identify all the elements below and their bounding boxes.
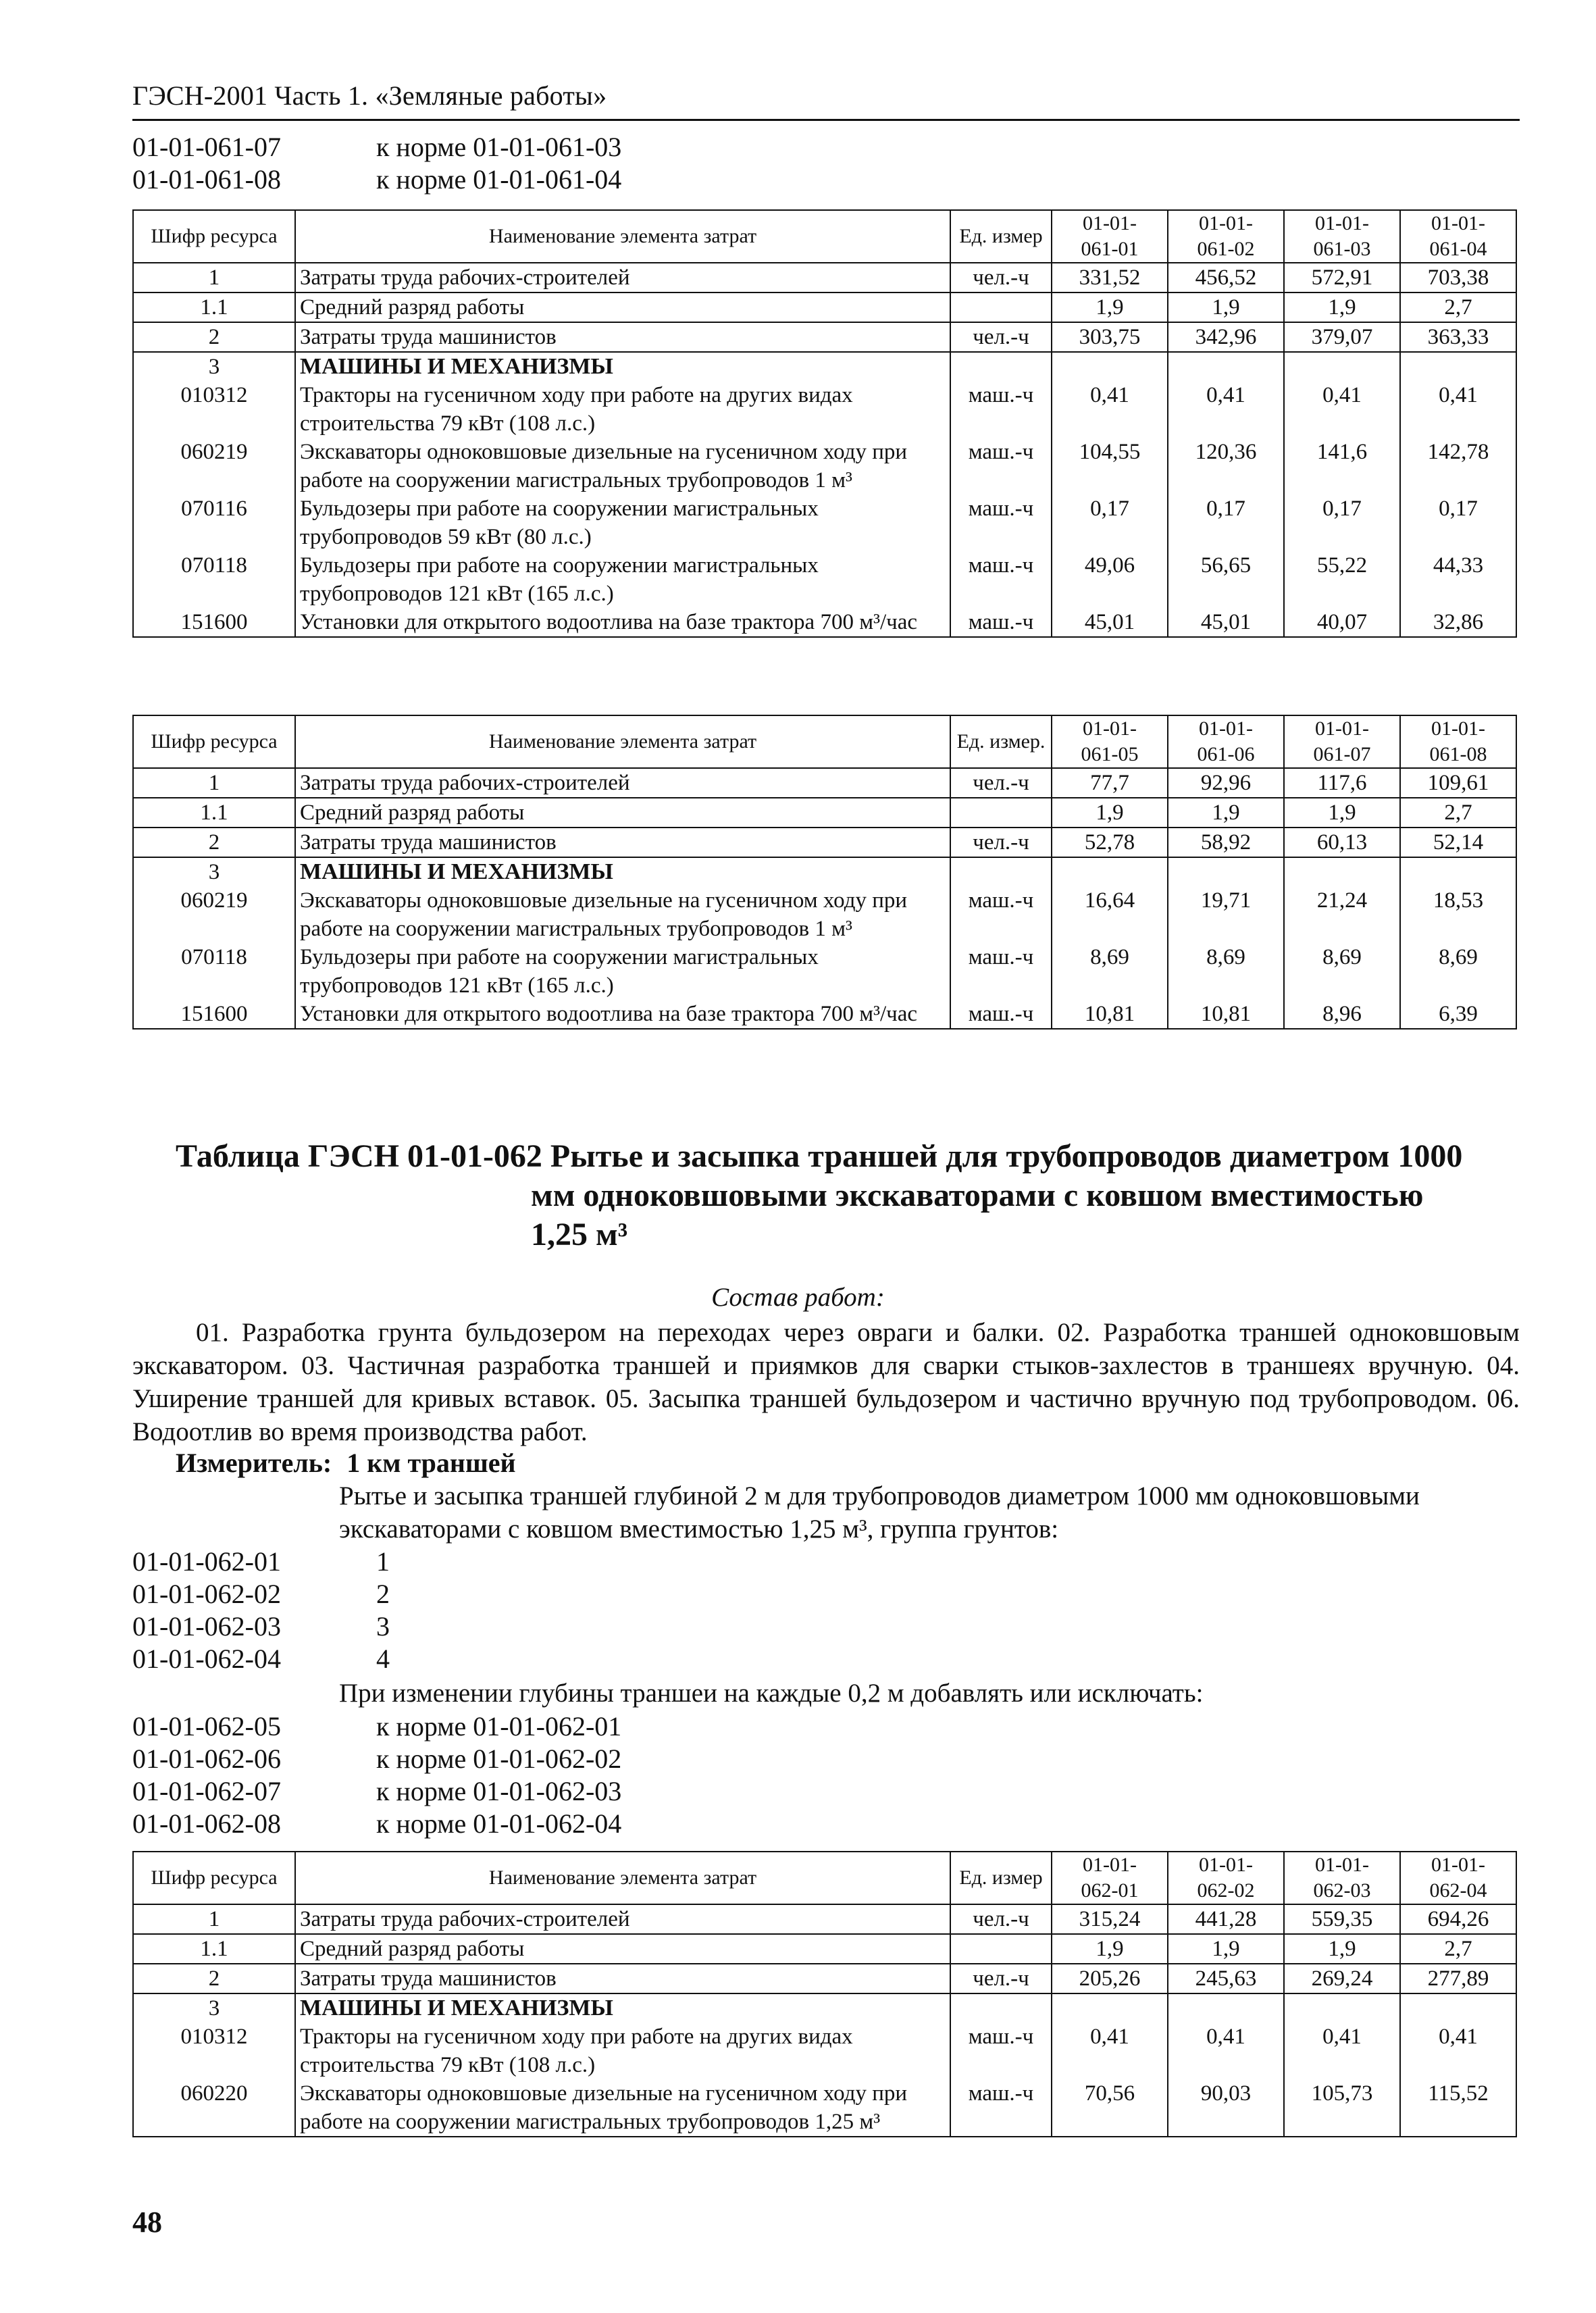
resource-value: 456,52 [1168,263,1284,293]
resource-name: Экскаваторы одноковшовые дизельные на гусеничном ходу при работе на сооружении магистральных трубопроводов 1,25 м³ [295,2079,950,2137]
change-ref-row [132,1775,621,1807]
resource-value: 379,07 [1284,322,1400,352]
resource-value: 10,81 [1052,1000,1168,1029]
header-norm-column: 01-01- 062-01 [1052,1852,1168,1904]
page-number: 48 [132,2206,162,2239]
resource-name: Затраты труда рабочих-строителей [295,768,950,798]
resource-name: Бульдозеры при работе на сооружении магистральных трубопроводов 59 кВт (80 л.с.) [295,494,950,551]
resource-value: 1,9 [1284,1934,1400,1964]
resource-value: 8,96 [1284,1000,1400,1029]
resource-value: 45,01 [1168,608,1284,637]
resource-name: Затраты труда машинистов [295,1964,950,1993]
resource-code: 070118 [133,551,295,608]
resource-value: 58,92 [1168,828,1284,857]
header-norm-column: 01-01- 062-04 [1400,1852,1516,1904]
table-row [133,352,1516,381]
ref-row [132,163,621,195]
resource-value: 16,64 [1052,886,1168,943]
resource-value: 117,6 [1284,768,1400,798]
resource-code: 2 [133,1964,295,1993]
resource-value: 245,63 [1168,1964,1284,1993]
resource-value: 70,56 [1052,2079,1168,2137]
resource-value: 44,33 [1400,551,1516,608]
resource-value [1400,1993,1516,2023]
section-title-line1: Таблица ГЭСН 01-01-062 Рытье и засыпка траншей для трубопроводов диаметром 1000 [176,1138,1463,1174]
norm-code: 01-01-062-06 [132,1744,281,1774]
group-row [132,1610,390,1642]
resource-value: 104,55 [1052,438,1168,494]
resource-unit: чел.-ч [950,322,1052,352]
resource-value: 19,71 [1168,886,1284,943]
resource-value: 694,26 [1400,1904,1516,1934]
resource-value: 18,53 [1400,886,1516,943]
resource-name: МАШИНЫ И МЕХАНИЗМЫ [295,352,950,381]
resource-value: 8,69 [1284,943,1400,1000]
table-row [133,438,1516,494]
resource-code: 151600 [133,608,295,637]
resource-name: Затраты труда машинистов [295,322,950,352]
resource-value: 8,69 [1400,943,1516,1000]
header-norm-column: 01-01- 062-02 [1168,1852,1284,1904]
table-row [133,1993,1516,2023]
resource-value: 1,9 [1168,798,1284,828]
table-row [133,263,1516,293]
resource-value: 90,03 [1168,2079,1284,2137]
resource-code: 3 [133,857,295,886]
work-composition-text: 01. Разработка грунта бульдозером на переходах через овраги и балки. 02. Разработка траншей одноковшовым экскаватором. 03. Частичная разработка траншей и приямков для сварки стыков-захлестов в траншеях вручную. 04. Уширение траншей для кривых вставок. 05. Засыпка траншей бульдозером и частично вручную под трубопроводом. 06. Водоотлив во время производства работ. [132,1318,1520,1446]
resource-unit [950,1934,1052,1964]
resource-unit: маш.-ч [950,494,1052,551]
resource-value: 32,86 [1400,608,1516,637]
resource-value: 77,7 [1052,768,1168,798]
resource-value: 572,91 [1284,263,1400,293]
change-ref-row [132,1808,621,1839]
resource-value: 2,7 [1400,798,1516,828]
resource-value: 205,26 [1052,1964,1168,1993]
resource-code: 3 [133,352,295,381]
resource-unit [950,798,1052,828]
header-name: Наименование элемента затрат [295,1852,950,1904]
resource-value [1284,352,1400,381]
resource-code: 060219 [133,438,295,494]
resource-value: 1,9 [1284,293,1400,322]
meter-line [176,1447,531,1479]
header-norm-column: 01-01- 061-05 [1052,715,1168,768]
resource-value [1400,857,1516,886]
resource-value [1052,352,1168,381]
resource-value: 6,39 [1400,1000,1516,1029]
resource-value: 331,52 [1052,263,1168,293]
resource-value: 2,7 [1400,1934,1516,1964]
resource-unit: маш.-ч [950,438,1052,494]
resource-value: 0,41 [1168,2023,1284,2079]
resource-name: Затраты труда рабочих-строителей [295,1904,950,1934]
resource-code: 1 [133,768,295,798]
resource-value: 92,96 [1168,768,1284,798]
resource-value [1052,1993,1168,2023]
norm-code: 01-01-062-04 [132,1644,281,1674]
resource-value: 8,69 [1052,943,1168,1000]
norm-ref: к норме 01-01-061-04 [376,164,622,195]
resource-unit: маш.-ч [950,2079,1052,2137]
table-row [133,1964,1516,1993]
resource-value: 40,07 [1284,608,1400,637]
resource-value: 1,9 [1052,1934,1168,1964]
header-rule [132,119,1520,121]
header-unit: Ед. измер [950,210,1052,263]
resource-value [1168,857,1284,886]
resource-value: 105,73 [1284,2079,1400,2137]
resource-name: Затраты труда рабочих-строителей [295,263,950,293]
table-row [133,828,1516,857]
table-header-row [133,1852,1516,1904]
resource-value: 10,81 [1168,1000,1284,1029]
resource-value: 52,14 [1400,828,1516,857]
resource-value: 441,28 [1168,1904,1284,1934]
soil-group: 3 [376,1611,390,1642]
resource-value: 0,17 [1168,494,1284,551]
resource-value: 141,6 [1284,438,1400,494]
resource-value: 8,69 [1168,943,1284,1000]
resource-unit: чел.-ч [950,828,1052,857]
work-composition-label: Состав работ: [711,1283,885,1312]
resource-value: 0,17 [1284,494,1400,551]
section-title-line3: 1,25 м³ [531,1217,628,1252]
resource-unit [950,1993,1052,2023]
resource-value: 109,61 [1400,768,1516,798]
resource-value: 1,9 [1284,798,1400,828]
depth-change-note: При изменении глубины траншеи на каждые 0,2 м добавлять или исключать: [339,1679,1204,1708]
resource-value [1168,1993,1284,2023]
resource-name: Бульдозеры при работе на сооружении магистральных трубопроводов 121 кВт (165 л.с.) [295,551,950,608]
change-ref-row [132,1710,621,1742]
resource-unit [950,293,1052,322]
resource-value [1400,352,1516,381]
resource-value: 56,65 [1168,551,1284,608]
table-row [133,381,1516,438]
resource-code: 2 [133,828,295,857]
norm-code: 01-01-061-07 [132,132,281,162]
resource-code: 060220 [133,2079,295,2137]
resource-value [1284,1993,1400,2023]
norm-code: 01-01-061-08 [132,164,281,195]
resource-unit: чел.-ч [950,263,1052,293]
norm-code: 01-01-062-05 [132,1711,281,1742]
resource-value: 269,24 [1284,1964,1400,1993]
resource-value [1052,857,1168,886]
resource-table-3 [132,1851,1517,2137]
resource-unit: чел.-ч [950,768,1052,798]
group-row [132,1578,390,1610]
resource-name: МАШИНЫ И МЕХАНИЗМЫ [295,1993,950,2023]
norm-code: 01-01-062-07 [132,1776,281,1806]
resource-code: 1.1 [133,1934,295,1964]
meter-value: 1 км траншей [346,1448,516,1478]
resource-unit: маш.-ч [950,886,1052,943]
resource-value: 55,22 [1284,551,1400,608]
resource-value: 0,41 [1052,2023,1168,2079]
norm-code: 01-01-062-08 [132,1808,281,1839]
resource-unit: чел.-ч [950,1904,1052,1934]
change-ref-row [132,1743,621,1775]
section-title [176,1137,1499,1254]
resource-value [1168,352,1284,381]
resource-value: 703,38 [1400,263,1516,293]
norm-ref: к норме 01-01-062-04 [376,1808,622,1839]
resource-code: 1 [133,1904,295,1934]
resource-value: 2,7 [1400,293,1516,322]
norm-ref: к норме 01-01-062-03 [376,1776,622,1806]
resource-unit: маш.-ч [950,551,1052,608]
header-norm-column: 01-01- 061-02 [1168,210,1284,263]
table-row [133,322,1516,352]
resource-name: Установки для открытого водоотлива на базе трактора 700 м³/час [295,608,950,637]
resource-unit: маш.-ч [950,2023,1052,2079]
header-name: Наименование элемента затрат [295,210,950,263]
table-row [133,1000,1516,1029]
resource-value: 342,96 [1168,322,1284,352]
resource-value: 1,9 [1052,798,1168,828]
header-unit: Ед. измер [950,1852,1052,1904]
resource-unit: чел.-ч [950,1964,1052,1993]
resource-value: 21,24 [1284,886,1400,943]
resource-name: Средний разряд работы [295,293,950,322]
soil-group: 1 [376,1546,390,1577]
table-row [133,1934,1516,1964]
table-row [133,608,1516,637]
norm-code: 01-01-062-02 [132,1579,281,1609]
resource-name: Тракторы на гусеничном ходу при работе на других видах строительства 79 кВт (108 л.с.) [295,381,950,438]
resource-value: 0,41 [1400,2023,1516,2079]
resource-value: 0,41 [1168,381,1284,438]
running-header: ГЭСН-2001 Часть 1. «Земляные работы» [132,80,607,111]
resource-code: 3 [133,1993,295,2023]
resource-value: 0,17 [1400,494,1516,551]
header-norm-column: 01-01- 061-07 [1284,715,1400,768]
table-row [133,494,1516,551]
soil-group: 4 [376,1644,390,1674]
soil-group: 2 [376,1579,390,1609]
norm-ref: к норме 01-01-061-03 [376,132,622,162]
resource-code: 1.1 [133,293,295,322]
resource-name: Бульдозеры при работе на сооружении магистральных трубопроводов 121 кВт (165 л.с.) [295,943,950,1000]
table-row [133,943,1516,1000]
norm-ref: к норме 01-01-062-01 [376,1711,622,1742]
resource-name: Средний разряд работы [295,798,950,828]
ref-row [132,131,621,163]
resource-value: 0,41 [1284,2023,1400,2079]
header-code: Шифр ресурса [133,1852,295,1904]
resource-value: 115,52 [1400,2079,1516,2137]
header-norm-column: 01-01- 061-08 [1400,715,1516,768]
group-row [132,1546,390,1577]
resource-table-1 [132,209,1517,638]
resource-value: 1,9 [1168,1934,1284,1964]
table-row [133,551,1516,608]
header-norm-column: 01-01- 061-04 [1400,210,1516,263]
norm-ref: к норме 01-01-062-02 [376,1744,622,1774]
resource-code: 010312 [133,2023,295,2079]
resource-name: Средний разряд работы [295,1934,950,1964]
resource-value: 303,75 [1052,322,1168,352]
resource-value: 277,89 [1400,1964,1516,1993]
resource-value: 1,9 [1168,293,1284,322]
table-row [133,798,1516,828]
resource-value: 363,33 [1400,322,1516,352]
header-unit: Ед. измер. [950,715,1052,768]
resource-unit: маш.-ч [950,943,1052,1000]
group-row [132,1643,390,1675]
resource-code: 010312 [133,381,295,438]
resource-code: 2 [133,322,295,352]
section-title-line2: мм одноковшовыми экскаваторами с ковшом вместимостью [531,1177,1424,1213]
resource-value: 49,06 [1052,551,1168,608]
resource-unit: маш.-ч [950,381,1052,438]
table-row [133,293,1516,322]
table-row [133,886,1516,943]
resource-value: 142,78 [1400,438,1516,494]
resource-code: 1 [133,263,295,293]
resource-value [1284,857,1400,886]
resource-code: 060219 [133,886,295,943]
table-row [133,857,1516,886]
table-row [133,1904,1516,1934]
resource-code: 151600 [133,1000,295,1029]
resource-code: 070118 [133,943,295,1000]
header-name: Наименование элемента затрат [295,715,950,768]
resource-unit: маш.-ч [950,608,1052,637]
header-norm-column: 01-01- 061-01 [1052,210,1168,263]
table-header-row [133,210,1516,263]
resource-value: 60,13 [1284,828,1400,857]
table-header-row [133,715,1516,768]
norm-code: 01-01-062-03 [132,1611,281,1642]
resource-name: Экскаваторы одноковшовые дизельные на гусеничном ходу при работе на сооружении магистральных трубопроводов 1 м³ [295,886,950,943]
resource-value: 0,41 [1284,381,1400,438]
resource-unit [950,857,1052,886]
header-norm-column: 01-01- 061-03 [1284,210,1400,263]
header-norm-column: 01-01- 062-03 [1284,1852,1400,1904]
resource-name: Экскаваторы одноковшовые дизельные на гусеничном ходу при работе на сооружении магистральных трубопроводов 1 м³ [295,438,950,494]
resource-code: 1.1 [133,798,295,828]
resource-value: 0,41 [1400,381,1516,438]
table-row [133,2023,1516,2079]
resource-name: МАШИНЫ И МЕХАНИЗМЫ [295,857,950,886]
resource-value: 120,36 [1168,438,1284,494]
resource-name: Установки для открытого водоотлива на базе трактора 700 м³/час [295,1000,950,1029]
resource-value: 559,35 [1284,1904,1400,1934]
resource-unit: маш.-ч [950,1000,1052,1029]
resource-code: 070116 [133,494,295,551]
norm-description: Рытье и засыпка траншей глубиной 2 м для трубопроводов диаметром 1000 мм одноковшовыми экскаваторами с ковшом вместимостью 1,25 м³, группа грунтов: [339,1481,1420,1544]
resource-value: 1,9 [1052,293,1168,322]
resource-value: 0,41 [1052,381,1168,438]
resource-value: 315,24 [1052,1904,1168,1934]
resource-name: Тракторы на гусеничном ходу при работе на других видах строительства 79 кВт (108 л.с.) [295,2023,950,2079]
norm-code: 01-01-062-01 [132,1546,281,1577]
header-code: Шифр ресурса [133,715,295,768]
resource-table-2 [132,715,1517,1030]
table-row [133,768,1516,798]
meter-label: Измеритель: [176,1448,332,1478]
resource-value: 52,78 [1052,828,1168,857]
table-row [133,2079,1516,2137]
resource-name: Затраты труда машинистов [295,828,950,857]
resource-value: 45,01 [1052,608,1168,637]
header-norm-column: 01-01- 061-06 [1168,715,1284,768]
header-code: Шифр ресурса [133,210,295,263]
resource-value: 0,17 [1052,494,1168,551]
resource-unit [950,352,1052,381]
